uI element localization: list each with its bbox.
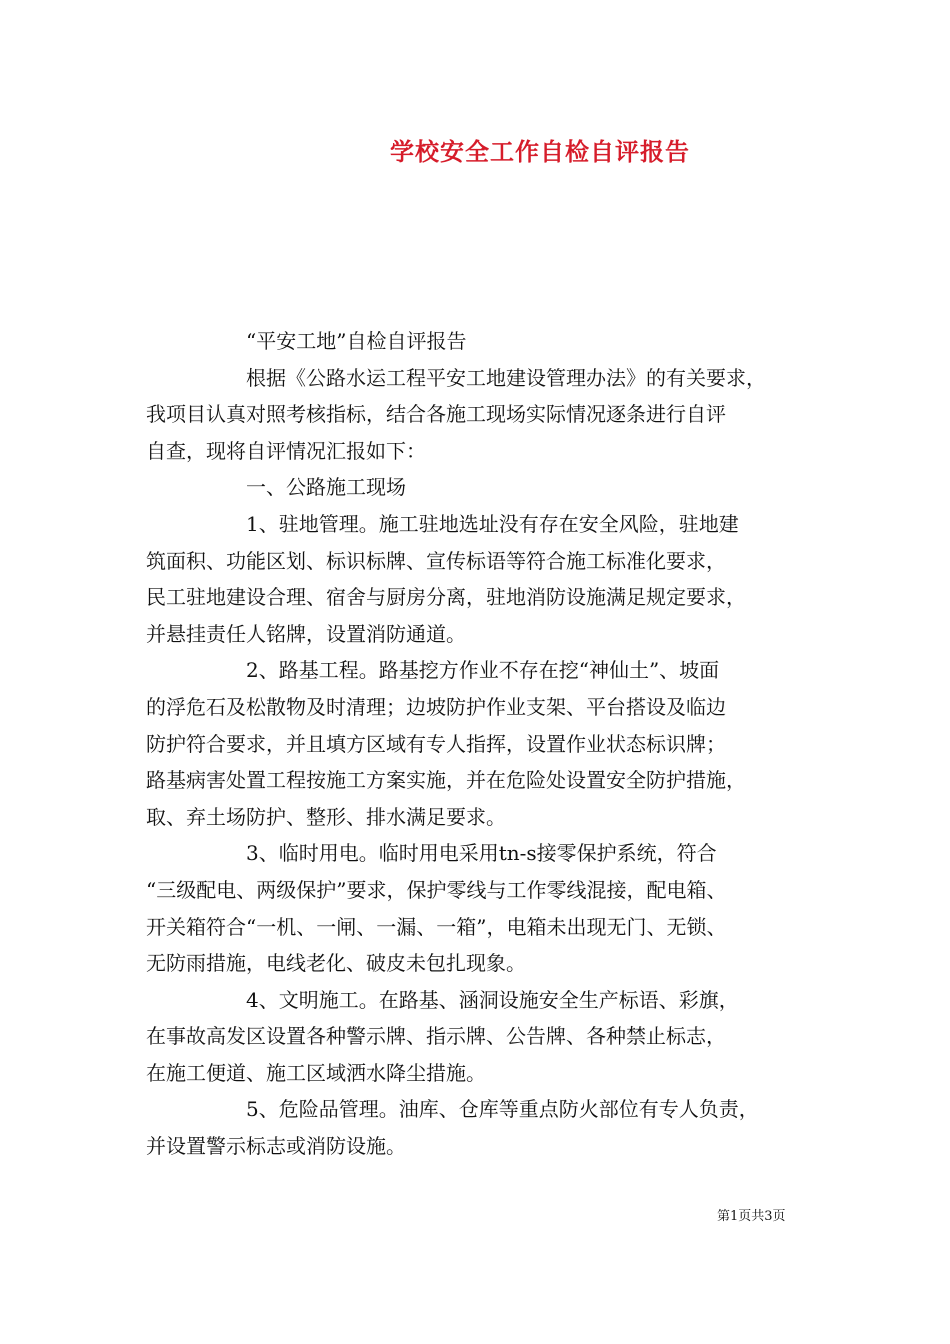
paragraph	[146, 323, 826, 360]
text-line: 并设置警示标志或消防设施。	[146, 1134, 406, 1159]
paragraph	[146, 652, 826, 835]
text-line: 路基病害处置工程按施工方案实施，并在危险处设置安全防护措施，	[146, 768, 746, 793]
page-number: 第1页共3页	[717, 1209, 786, 1224]
text-line: 的浮危石及松散物及时清理；边坡防护作业支架、平台搭设及临边	[146, 694, 726, 719]
paragraph	[146, 506, 826, 652]
text-line: 防护符合要求，并且填方区域有专人指挥，设置作业状态标识牌；	[146, 731, 726, 756]
text-line: 取、弃土场防护、整形、排水满足要求。	[146, 804, 506, 829]
text-line: “三级配电、两级保护”要求，保护零线与工作零线混接，配电箱、	[146, 877, 727, 902]
paragraph	[146, 982, 826, 1092]
paragraph	[146, 469, 826, 506]
document-body	[146, 323, 826, 1165]
text-line: 2、路基工程。路基挖方作业不存在挖“神仙土”、坡面	[246, 658, 720, 683]
paragraph	[146, 835, 826, 981]
text-line: 自查，现将自评情况汇报如下：	[146, 438, 426, 463]
text-line: 4、文明施工。在路基、涵洞设施安全生产标语、彩旗，	[246, 987, 739, 1012]
text-line: 5、危险品管理。油库、仓库等重点防火部位有专人负责，	[246, 1097, 759, 1122]
document-title: 学校安全工作自检自评报告	[390, 137, 690, 166]
text-line: 1、驻地管理。施工驻地选址没有存在安全风险，驻地建	[246, 511, 739, 536]
text-line: 3、临时用电。临时用电采用tn-s接零保护系统，符合	[246, 841, 717, 866]
text-line: 在事故高发区设置各种警示牌、指示牌、公告牌、各种禁止标志，	[146, 1024, 726, 1049]
paragraph	[146, 1091, 826, 1164]
text-line: 开关箱符合“一机、一闸、一漏、一箱”，电箱未出现无门、无锁、	[146, 914, 727, 939]
text-line: 筑面积、功能区划、标识标牌、宣传标语等符合施工标准化要求，	[146, 548, 726, 573]
text-line: 一、公路施工现场	[246, 475, 406, 500]
text-line: 无防雨措施，电线老化、破皮未包扎现象。	[146, 951, 526, 976]
text-line: 我项目认真对照考核指标，结合各施工现场实际情况逐条进行自评	[146, 402, 726, 427]
paragraph	[146, 360, 826, 470]
text-line: 根据《公路水运工程平安工地建设管理办法》的有关要求，	[246, 365, 766, 390]
text-line: 在施工便道、施工区域洒水降尘措施。	[146, 1060, 486, 1085]
text-line: 并悬挂责任人铭牌，设置消防通道。	[146, 621, 466, 646]
text-line: “平安工地”自检自评报告	[246, 329, 467, 353]
text-line: 民工驻地建设合理、宿舍与厨房分离，驻地消防设施满足规定要求，	[146, 585, 746, 610]
